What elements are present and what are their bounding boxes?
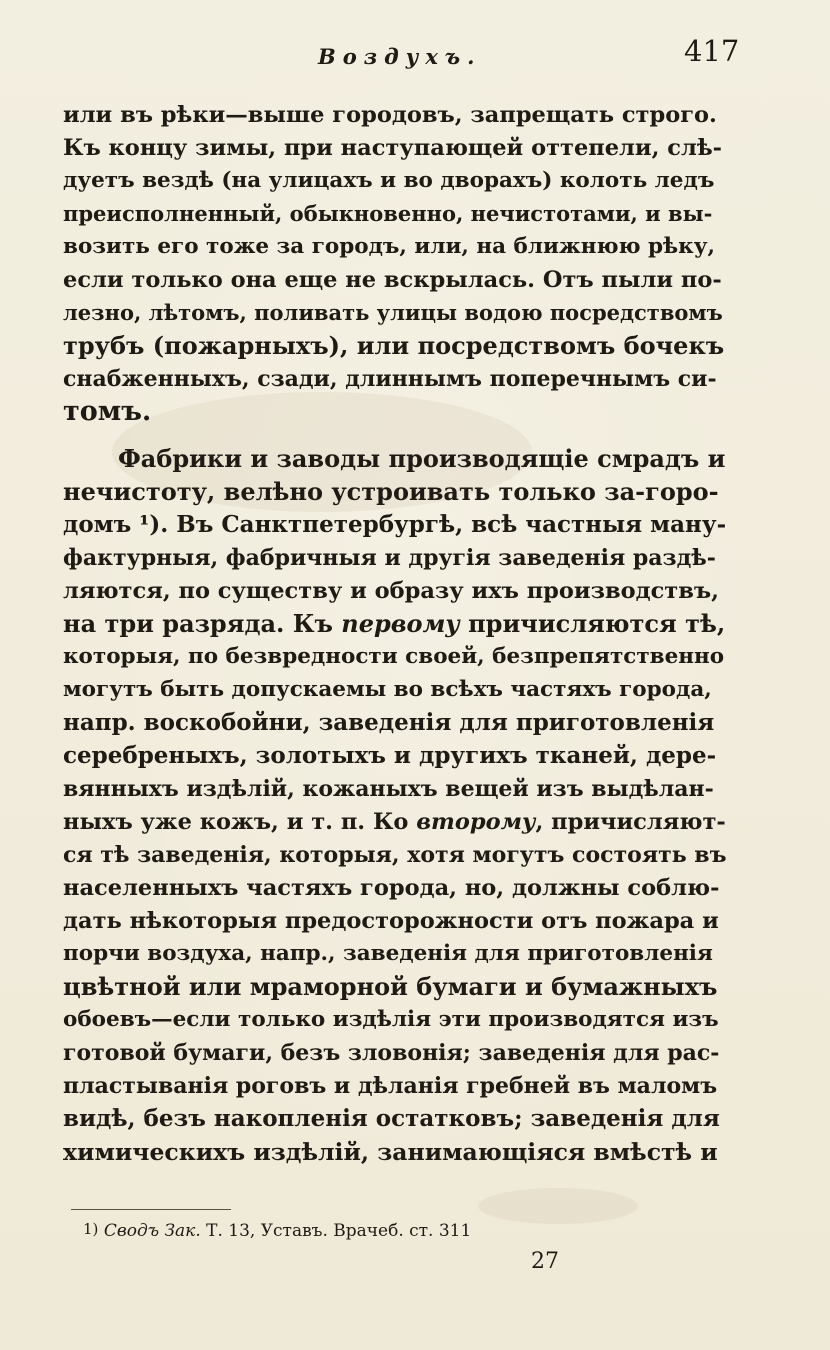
text-line: фактурныя, фабричныя и другія заведенія раздѣ- [63, 545, 716, 571]
text-line: на три разряда. Къ первому причисляются тѣ, [63, 609, 726, 638]
text-line: видѣ, безъ накопленія остатковъ; заведенія для [63, 1105, 720, 1132]
text-line: цвѣтной или мраморной бумаги и бумажныхъ [63, 972, 718, 1001]
text-line: дать нѣкоторыя предосторожности отъ пожара и [63, 908, 719, 934]
text-line: лезно, лѣтомъ, поливать улицы водою посредствомъ [63, 300, 723, 325]
text-line: обоевъ—если только издѣлія эти производятся изъ [63, 1007, 719, 1032]
emphasized-word: второму [416, 809, 536, 835]
text-line: или въ рѣки—выше городовъ, запрещать строго. [63, 102, 717, 128]
text-line: Фабрики и заводы производящіе смрадъ и [118, 444, 726, 473]
text-line: если только она еще не вскрылась. Отъ пыли по- [63, 267, 722, 293]
text-line: томъ. [63, 396, 152, 427]
text-line: напр. воскобойни, заведенія для приготовленія [63, 709, 715, 736]
text-line: преисполненный, обыкновенно, нечистотами, и вы- [63, 201, 713, 226]
footnote-rest: Т. 13, Уставъ. Врачеб. ст. 311 [206, 1221, 472, 1241]
footnote-rule [71, 1209, 231, 1210]
text-line: вянныхъ издѣлій, кожаныхъ вещей изъ выдѣлан- [63, 776, 714, 802]
text-line: пластыванія роговъ и дѣланія гребней въ маломъ [63, 1073, 718, 1099]
text-line: Къ концу зимы, при наступающей оттепели, слѣ- [63, 135, 723, 161]
text-line: нечистоту, велѣно устроивать только за-горо- [63, 477, 719, 506]
text-line: населенныхъ частяхъ города, но, должны соблю- [63, 875, 720, 901]
text-line: дуетъ вездѣ (на улицахъ и во дворахъ) колоть ледъ [63, 168, 715, 193]
footnote-marker: 1) [83, 1220, 99, 1238]
running-head: Воздухъ. [318, 44, 482, 69]
text-line: ныхъ уже кожъ, и т. п. Ко второму, причисляют- [63, 809, 726, 835]
footnote-source: Сводъ Зак. [103, 1221, 201, 1241]
text-line: которыя, по безвредности своей, безпрепятственно [63, 644, 725, 669]
page-number: 417 [684, 34, 740, 68]
text-line: химическихъ издѣлій, занимающіяся вмѣстѣ и [63, 1138, 718, 1166]
signature-mark: 27 [531, 1249, 559, 1274]
footnote [83, 1220, 471, 1241]
emphasized-word: первому [341, 609, 460, 638]
text-line: возить его тоже за городъ, или, на ближнюю рѣку, [63, 234, 715, 259]
text-line: снабженныхъ, сзади, длиннымъ поперечнымъ си- [63, 366, 717, 392]
text-line: готовой бумаги, безъ зловонія; заведенія для рас- [63, 1040, 720, 1066]
text-line: серебреныхъ, золотыхъ и другихъ тканей, дере- [63, 742, 717, 769]
paper-stain [478, 1188, 638, 1224]
text-line: ляются, по существу и образу ихъ производствъ, [63, 578, 719, 604]
text-line: ся тѣ заведенія, которыя, хотя могутъ состоять въ [63, 842, 727, 868]
text-line: домъ ¹). Въ Санктпетербургѣ, всѣ частныя ману- [63, 511, 727, 538]
text-line: порчи воздуха, напр., заведенія для приготовленія [63, 941, 713, 966]
text-line: трубъ (пожарныхъ), или посредствомъ бочекъ [63, 331, 725, 360]
text-line: могутъ быть допускаемы во всѣхъ частяхъ города, [63, 677, 712, 702]
